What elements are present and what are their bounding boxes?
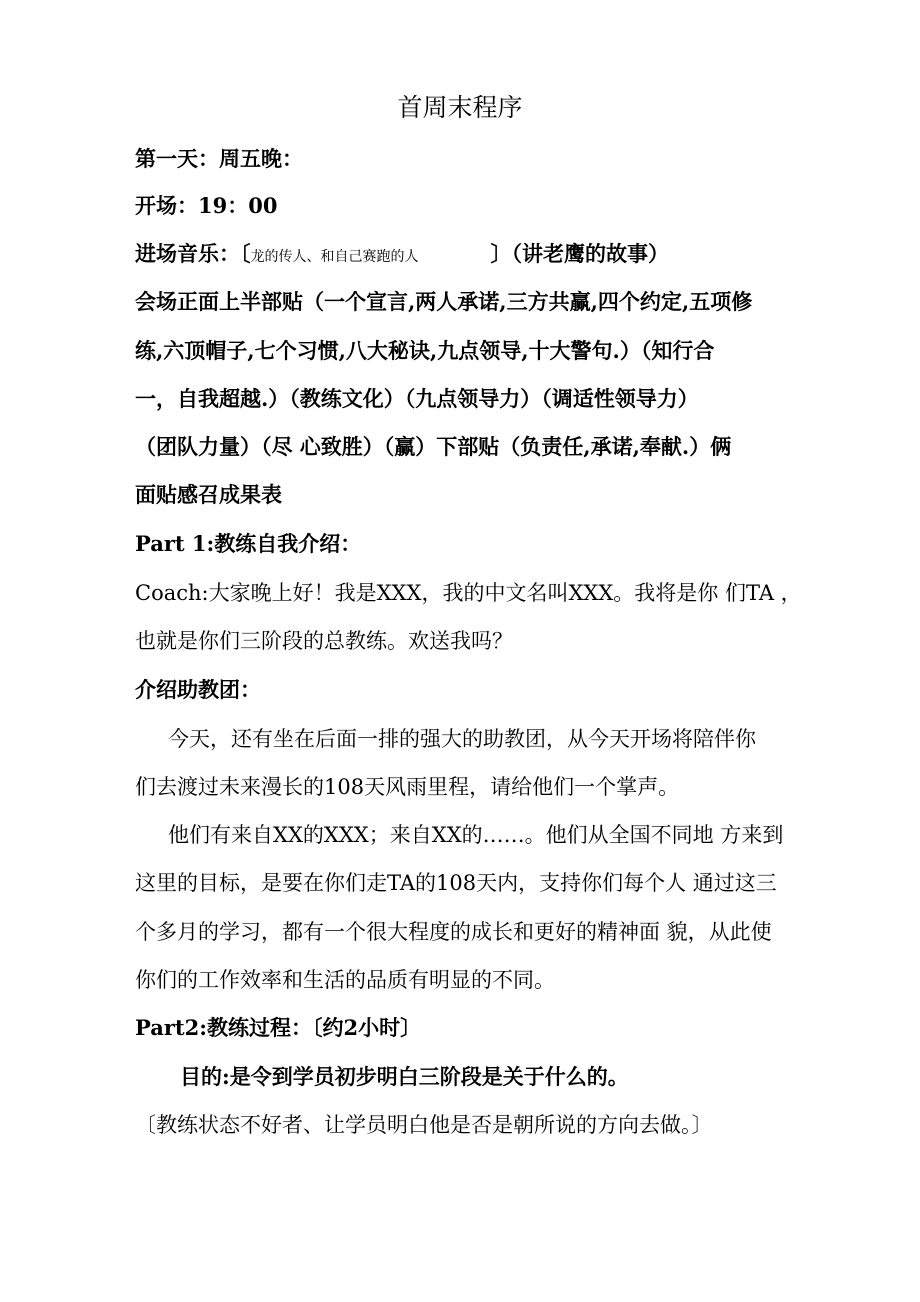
purpose-line: 目的:是令到学员初步明白三阶段是关于什么的。: [180, 1064, 629, 1089]
venue-line: 会场正面上半部贴（一个宣言,两人承诺,三方共赢,四个约定,五项修: [135, 289, 753, 314]
venue-line: 一，自我超越.）（教练文化）（九点领导力）（调适性领导力）: [135, 386, 699, 411]
assistant-paragraph-line: 这里的目标，是要在你们走TA的108天内，支持你们每个人 通过这三: [135, 871, 777, 895]
assistant-paragraph-line: 你们的工作效率和生活的品质有明显的不同。: [135, 968, 555, 992]
part2-heading: Part2:教练过程：〔约2小时〕: [135, 1015, 422, 1040]
music-open-bracket: 〔: [240, 241, 251, 266]
opening-time: 开场：19：00: [135, 193, 278, 218]
venue-line: 练,六顶帽子,七个习惯,八大秘诀,九点领导,十大警句.）（知行合: [135, 338, 715, 363]
venue-line: （团队力量）（尽 心致胜）（赢）下部贴（负责任,承诺,奉献.）俩: [135, 434, 732, 459]
entrance-music: [135, 240, 669, 271]
day1-heading: 第一天：周五晚：: [135, 146, 303, 171]
coach-intro-line: 也就是你们三阶段的总教练。欢送我吗？: [135, 629, 513, 653]
assistant-paragraph-line: 们去渡过未来漫长的108天风雨里程，请给他们一个掌声。: [135, 775, 680, 799]
assistant-paragraph-line: 个多月的学习，都有一个很大程度的成长和更好的精神面 貌，从此使: [135, 920, 772, 944]
assistant-paragraph-line: 今天，还有坐在后面一排的强大的助教团，从今天开场将陪伴你: [168, 727, 756, 751]
music-song-list: 龙的传人、和自己赛跑的人: [250, 249, 419, 265]
document-title: 首周末程序: [397, 93, 523, 122]
entrance-music-label: 进场音乐：: [135, 241, 240, 266]
venue-line: 面贴感召成果表: [135, 482, 282, 507]
assistant-team-heading: 介绍助教团：: [135, 677, 261, 702]
assistant-paragraph-line: 他们有来自XX的XXX；来自XX的……。他们从全国不同地 方来到: [168, 823, 784, 847]
part1-heading: Part 1:教练自我介绍：: [135, 531, 362, 556]
coach-intro-line: Coach:大家晚上好！我是XXX，我的中文名叫XXX。我将是你 们TA ，: [135, 581, 802, 605]
note-line: 〔教练状态不好者、让学员明白他是否是朝所说的方向去做。〕: [135, 1113, 713, 1137]
music-close-part: 〕（讲老鹰的故事）: [490, 241, 669, 266]
